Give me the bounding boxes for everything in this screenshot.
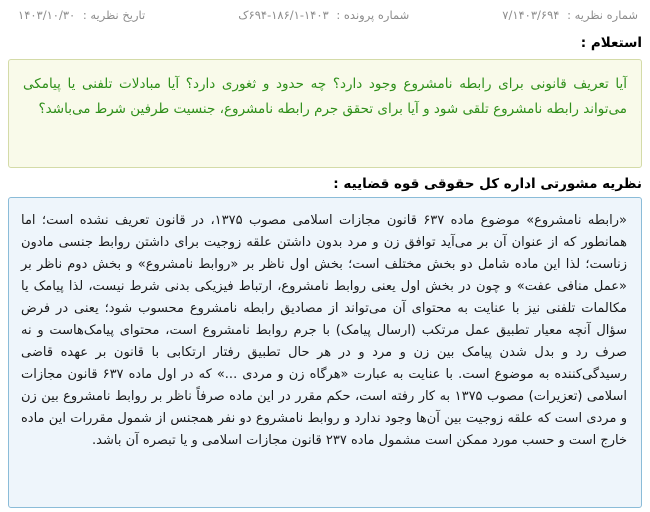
opinion-number [502, 8, 638, 22]
opinion-box [8, 197, 642, 508]
opinion-number-label: شماره نظریه : [567, 8, 638, 22]
opinion-date-label: تاریخ نظریه : [82, 8, 146, 22]
opinion-heading: نظریه مشورتی اداره کل حقوقی قوه قضاییه : [333, 176, 642, 192]
opinion-number-value: ۷/۱۴۰۳/۶۹۴ [502, 8, 560, 22]
case-number-label: شماره پرونده : [336, 8, 410, 22]
case-number [238, 8, 409, 22]
opinion-text: «رابطه نامشروع» موضوع ماده ۶۳۷ قانون مجازات اسلامی مصوب ۱۳۷۵، در قانون تعریف نشده است؛ اما همانطور که از عنوان آن بر می‌آید توافق زن و مرد بدون داشتن علقه زوجیت برای داشتن روابط جنسی مادون زناست؛ لذا این ماده شامل دو بخش مختلف است؛ بخش اول ناظر بر «روابط نامشروع» و بخش دوم ناظر بر «عمل منافی عفت» و چون در بخش اول یعنی روابط نامشروع، ارتباط فیزیکی بدنی شرط نیست، لذا پیامک یا مکالمات تلفنی نیز با عنایت به محتوای آن می‌تواند از مصادیق رابطه نامشروع محسوب شود؛ یعنی در فرض سؤال آنچه معیار تطبیق عمل مرتکب (ارسال پیامک) با جرم روابط نامشروع است، محتوای پیامک‌هاست و نه صرف رد و بدل شدن پیامک بین زن و مرد و در هر حال تطبیق رفتار ارتکابی با قانون بر عهده قاضی رسیدگی‌کننده به موضوع است. با عنایت به عبارت «هرگاه زن و مردی ...» که در اول ماده ۶۳۷ قانون مجازات اسلامی (تعزیرات) مصوب ۱۳۷۵ به کار رفته است، حکم مقرر در این ماده صرفاً ناظر بر روابط نامشروع بین زن و مردی است که علقه زوجیت بین آن‌ها وجود ندارد و روابط نامشروع دو نفر همجنس از شمول مقررات این ماده خارج است و حسب مورد ممکن است مشمول ماده ۲۳۷ قانون مجازات اسلامی و یا تبصره آن باشد. [21, 213, 627, 448]
inquiry-heading: استعلام : [580, 35, 642, 51]
inquiry-box [8, 59, 642, 168]
document-meta-bar [0, 2, 650, 28]
opinion-date [18, 8, 145, 22]
inquiry-text: آیا تعریف قانونی برای رابطه نامشروع وجود دارد؟ چه حدود و ثغوری دارد؟ آیا مبادلات تلفنی یا پیامکی می‌تواند رابطه نامشروع تلقی شود و آیا برای تحقق جرم رابطه نامشروع، جنسیت طرفین شرط می‌باشد؟ [23, 76, 627, 117]
opinion-date-value: ۱۴۰۳/۱۰/۳۰ [18, 8, 76, 22]
case-number-value: ۱۴۰۳-۱۸۶/۱-۶۹۴ک [238, 8, 329, 22]
